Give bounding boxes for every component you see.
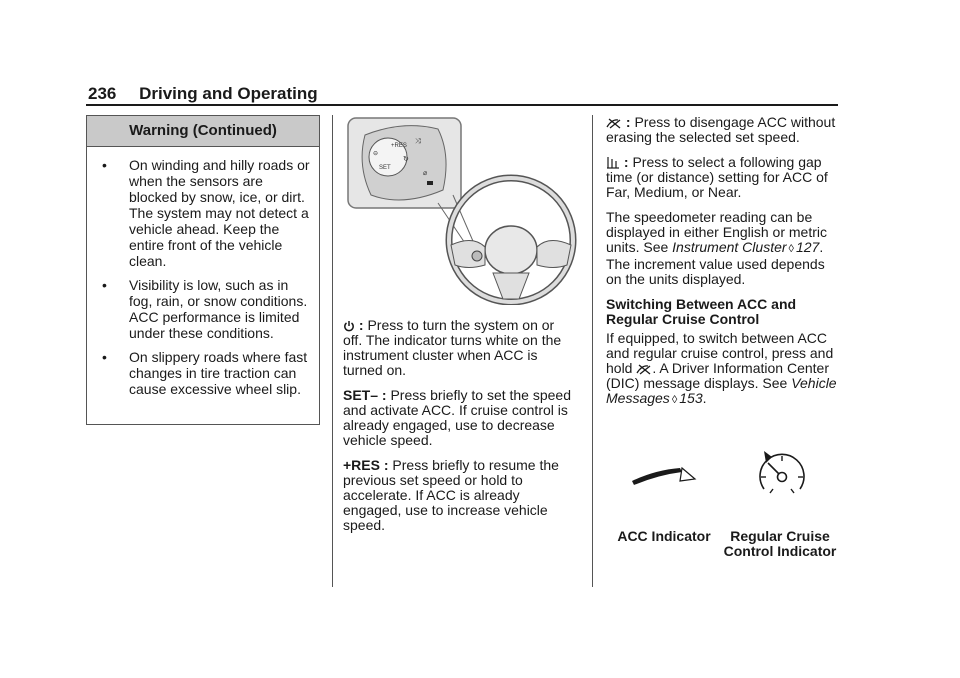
cruise-indicator-caption	[716, 529, 844, 559]
warning-item	[102, 157, 311, 269]
warning-box	[86, 115, 320, 425]
column-3	[606, 115, 838, 418]
page-header	[88, 84, 318, 104]
svg-text:SET: SET	[379, 165, 391, 171]
warning-item-text: On slippery roads where fast changes in tire traction can cause excessive wheel slip.	[129, 349, 308, 397]
bullet: •	[102, 349, 107, 365]
res-label: +RES :	[343, 457, 389, 473]
power-label: :	[343, 317, 364, 333]
warning-list	[87, 147, 319, 397]
column-divider	[592, 115, 593, 587]
set-paragraph	[343, 388, 575, 448]
header-rule	[86, 104, 838, 106]
switch-text-2: . A Driver Information Center (DIC) message displays. See	[606, 360, 829, 391]
page-ref-icon: ◊	[671, 394, 678, 406]
warning-title: Warning (Continued)	[87, 116, 319, 147]
cancel-icon	[606, 117, 622, 129]
page-title: Driving and Operating	[139, 84, 318, 103]
power-paragraph	[343, 318, 575, 378]
instrument-cluster-link[interactable]: Instrument Cluster	[672, 239, 787, 255]
page-ref-icon: ◊	[788, 243, 794, 255]
gap-icon	[606, 155, 620, 169]
instrument-cluster-page[interactable]: 127	[795, 239, 820, 255]
page-number: 236	[88, 84, 117, 103]
res-text: Press briefly to resume the previous set speed or hold to accelerate. If ACC is already engaged, use to increase vehicle speed.	[343, 457, 559, 533]
cancel-paragraph	[606, 115, 838, 145]
column-2	[343, 318, 575, 543]
power-icon	[343, 320, 355, 332]
acc-indicator-caption: ACC Indicator	[617, 528, 711, 544]
power-text: Press to turn the system on or off. The indicator turns white on the instrument cluster when ACC is turned on.	[343, 317, 562, 378]
svg-text:⤨: ⤨	[415, 138, 421, 145]
warning-item	[102, 349, 311, 397]
cruise-caption-line-2: Control Indicator	[723, 543, 837, 559]
speedo-paragraph: The speedometer reading can be displayed in either English or metric units. See Instrument Cluster ◊ 127. The increment value used depends on the units displayed.	[606, 209, 827, 287]
cancel-label: :	[606, 114, 631, 130]
svg-text:+RES: +RES	[391, 143, 407, 149]
speedo-text: The speedometer reading can be displayed in either English or metric units. See	[606, 209, 827, 255]
svg-text:⊖: ⊖	[373, 151, 379, 157]
warning-item-text: Visibility is low, such as in fog, rain, or snow conditions. ACC performance is limited under these conditions.	[129, 277, 308, 341]
cruise-indicator-icon	[760, 451, 804, 493]
gap-paragraph	[606, 155, 838, 200]
gap-text: Press to select a following gap time (or distance) setting for ACC of Far, Medium, or Near.	[606, 154, 828, 200]
vehicle-messages-page[interactable]: 153	[679, 390, 703, 406]
speedo-text-2: The increment value used depends on the units displayed.	[606, 256, 825, 287]
vehicle-messages-link[interactable]: Vehicle Messages	[606, 375, 837, 406]
svg-text:⌀: ⌀	[423, 170, 428, 177]
cruise-caption-line-1: Regular Cruise	[730, 528, 830, 544]
acc-indicator-icon	[632, 468, 695, 485]
switch-text: If equipped, to switch between ACC and regular cruise control, press and hold	[606, 330, 834, 376]
switch-paragraph: If equipped, to switch between ACC and regular cruise control, press and hold . A Driver Information Center (DIC) message displays. See Vehicle Messages ◊ 153.	[606, 330, 837, 406]
gap-label: :	[606, 154, 629, 170]
switch-heading: Switching Between ACC and Regular Cruise Control	[606, 296, 797, 327]
bullet: •	[102, 277, 107, 293]
warning-item-text: On winding and hilly roads or when the sensors are blocked by snow, ice, or dirt. The system may not detect a vehicle ahead. Keep the entire front of the vehicle clean.	[129, 157, 310, 269]
set-text: Press briefly to set the speed and activate ACC. If cruise control is already engaged, use to decrease vehicle speed.	[343, 387, 572, 448]
res-paragraph	[343, 458, 575, 533]
cancel-text: Press to disengage ACC without erasing the selected set speed.	[606, 114, 836, 145]
warning-item	[102, 277, 311, 341]
steering-wheel-figure	[343, 115, 578, 310]
bullet: •	[102, 157, 107, 173]
indicator-figure	[610, 445, 820, 510]
cancel-icon	[636, 363, 652, 375]
svg-text:↻: ↻	[403, 156, 409, 163]
column-divider	[332, 115, 333, 587]
set-label: SET– :	[343, 387, 387, 403]
